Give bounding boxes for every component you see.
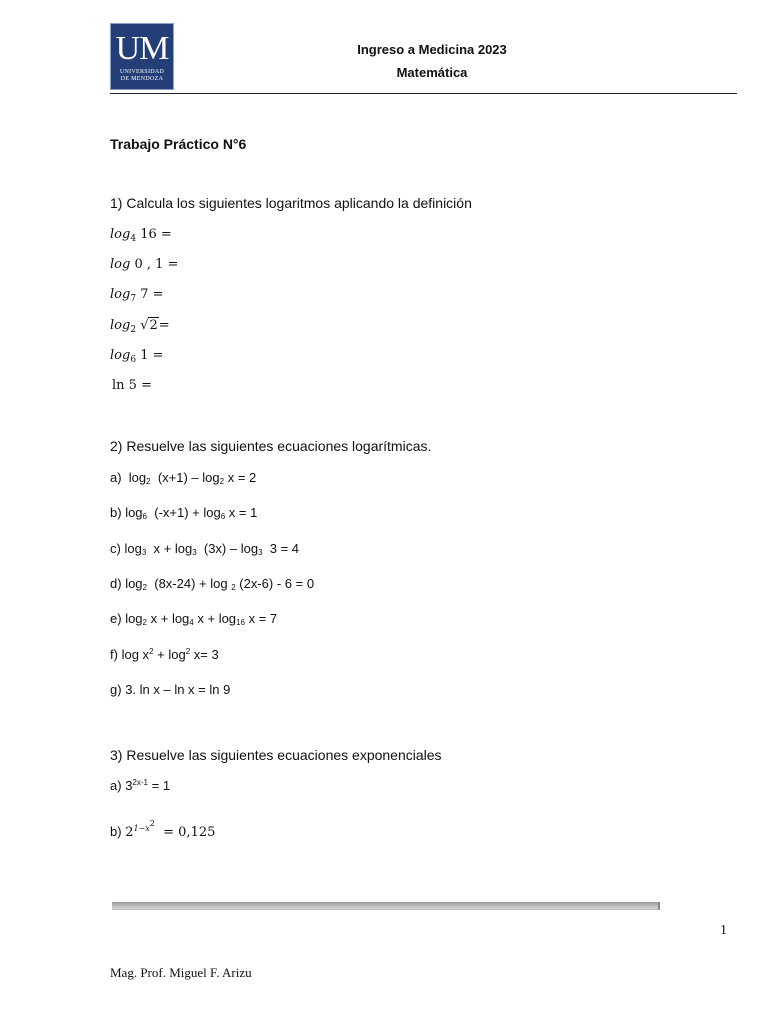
page-number: 1 [720,923,727,938]
logo-line2: DE MENDOZA [120,76,164,82]
header-course: Ingreso a Medicina 2023 [357,42,507,57]
footer-bar [112,902,660,910]
exponential-b: b) $2^{1-x^2} = 0,125$ [110,819,216,840]
header-subject: Matemática [396,65,468,80]
log-item-5: $\log_6 1$ = [110,348,164,365]
equation-b: b) $\log_6 (-x+1) + \log_6 x = 1$ [110,505,258,521]
section2-heading: 2) Resuelve las siguientes ecuaciones logarítmicas. [110,438,432,454]
log-item-2: log 0 , 1 = [110,257,179,272]
equation-d: d) $\log_2 (8x-24) + \log _2$ (2x-6) - 6 = 0 [110,576,315,592]
header-rule [110,93,737,94]
equation-c: c) $\log_3 x + \log_3 (3x) - \log_3 3 = 4$ [110,541,300,557]
log-item-1: $\log_4 16$ = [110,227,172,244]
logo-line1: UNIVERSIDAD [119,69,165,75]
log-item-4: $\log_2 √2=$ [110,318,170,335]
section3-heading: 3) Resuelve las siguientes ecuaciones exponenciales [110,747,442,763]
equation-a: a) $\log_2 (x+1) - \log_2 x = 2$ [110,470,257,486]
equation-e: e) $\log_2 x + \log_4 x + \log_{16} x = 7$ [110,611,278,627]
log-item-3: $\log_7 7$ = [110,287,164,304]
equation-g: g) 3. ln x – ln x = ln 9 [110,682,231,697]
exponential-a: a) $3^{2x-1} = 1$ [110,778,171,793]
log-item-6: ln 5 = [112,378,152,393]
page-title: Trabajo Práctico N°6 [110,136,247,152]
logo-initials: UM [115,30,169,67]
equation-f: f) $\log x^2 + \log^2 x= 3$ [110,647,219,662]
section1-heading: 1) Calcula los siguientes logaritmos aplicando la definición [110,195,472,211]
author-name: Mag. Prof. Miguel F. Arizu [110,965,252,980]
